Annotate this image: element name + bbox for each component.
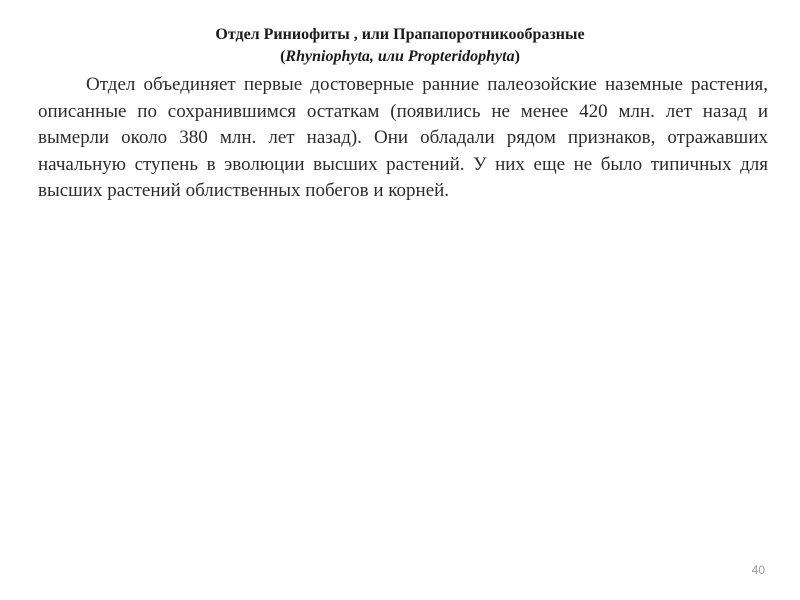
heading-open-paren: ( <box>280 48 286 65</box>
heading-title-line: Отдел Риниофиты , или Прапапоротникообразные <box>215 26 585 43</box>
heading-separator: , <box>369 48 378 65</box>
body-paragraph: Отдел объединяет первые достоверные ранние палеозойские наземные растения, описанные по сохранившимся остаткам (появились не менее 420 млн. лет назад и вымерли около 380 млн. лет назад). Они обладали рядом признаков, отражавших начальную ступень в эволюции высших растений. У них еще не было типичных для высших растений облиственных побегов и корней. <box>38 74 768 201</box>
heading-latin-line <box>0 46 800 68</box>
heading-latin-name-1: Rhyniophyta <box>285 48 370 65</box>
section-heading <box>0 24 800 68</box>
heading-conjunction: или <box>377 48 404 65</box>
heading-close-paren: ) <box>514 48 520 65</box>
heading-latin-name-2: Propteridophyta <box>407 48 515 65</box>
page-number: 40 <box>751 563 765 577</box>
